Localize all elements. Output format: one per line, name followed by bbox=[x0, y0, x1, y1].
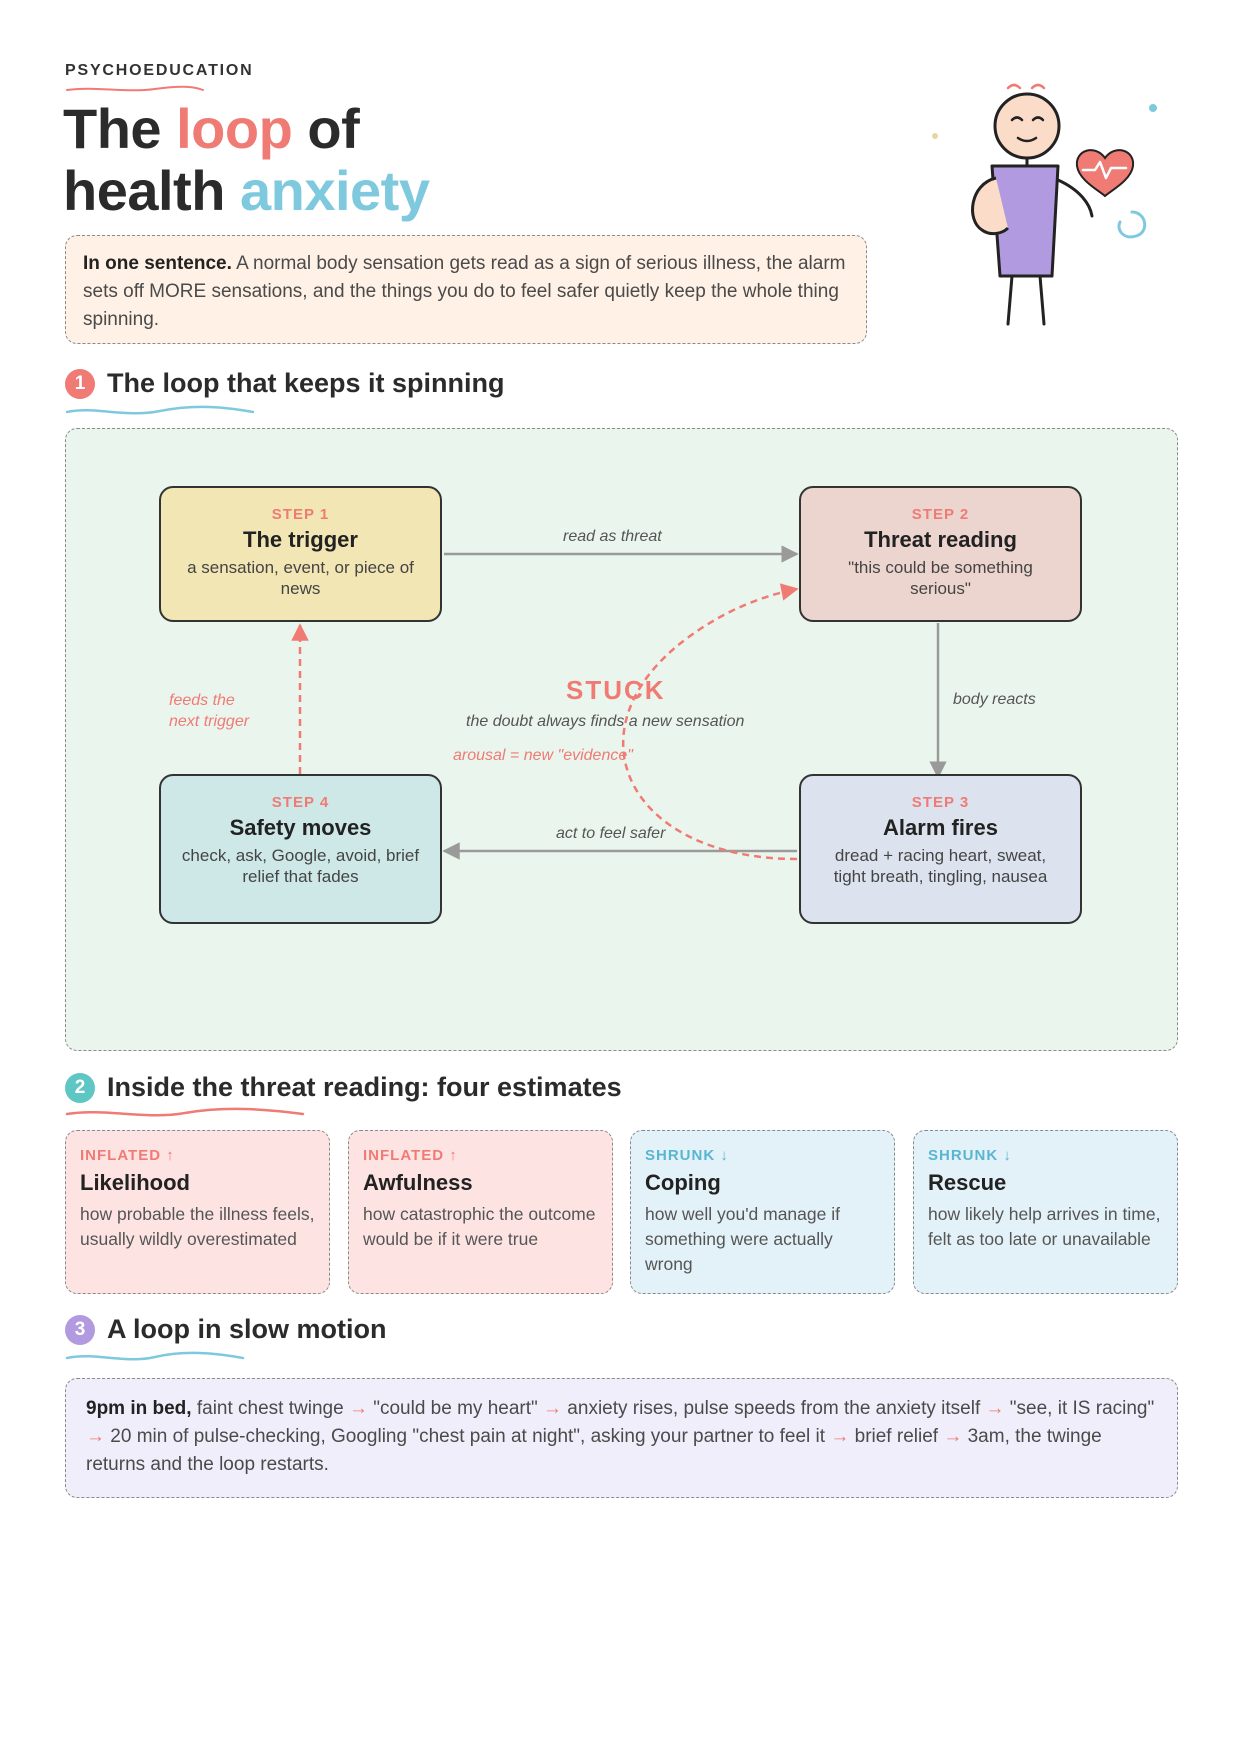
kicker-underline bbox=[65, 84, 205, 94]
kicker: PSYCHOEDUCATION bbox=[65, 62, 254, 79]
stuck-label: STUCK bbox=[566, 675, 666, 705]
step-3-desc: dread + racing heart, sweat, tight breath, tingling, nausea bbox=[833, 846, 1048, 886]
title-accent-loop: loop bbox=[176, 97, 293, 160]
step-4-label: STEP 4 bbox=[271, 794, 330, 811]
section-3-number: 3 bbox=[65, 1315, 95, 1345]
section-1-underline bbox=[65, 404, 255, 418]
arrow-glyph: → bbox=[348, 1398, 368, 1419]
section-1-heading bbox=[65, 368, 505, 399]
estimate-card-likelihood bbox=[65, 1130, 330, 1294]
label-feeds-next-trigger: feeds the next trigger bbox=[169, 692, 250, 730]
estimate-card-awfulness bbox=[348, 1130, 613, 1294]
estimate-title: Likelihood bbox=[80, 1170, 190, 1195]
stuck-subtitle: the doubt always finds a new sensation bbox=[466, 713, 745, 730]
section-1-title: The loop that keeps it spinning bbox=[107, 368, 505, 398]
summary-box bbox=[65, 235, 867, 344]
estimate-tag: SHRUNK ↓ bbox=[928, 1147, 1012, 1164]
section-2-underline bbox=[65, 1106, 305, 1120]
summary-lead: In one sentence. bbox=[83, 253, 232, 274]
section-3-heading bbox=[65, 1314, 386, 1345]
step-4-title: Safety moves bbox=[229, 815, 372, 840]
estimate-tag: INFLATED ↑ bbox=[80, 1147, 175, 1164]
step-2-title: Threat reading bbox=[864, 527, 1017, 552]
step-1-desc: a sensation, event, or piece of news bbox=[187, 558, 414, 598]
section-2-number: 2 bbox=[65, 1073, 95, 1103]
arrow-glyph: → bbox=[86, 1426, 105, 1447]
label-read-as-threat: read as threat bbox=[563, 528, 662, 545]
summary-text: A normal body sensation gets read as a sign of serious illness, the alarm sets off MORE sensations, and the things you do to feel safer quietly keep the whole thing spinning. bbox=[83, 253, 846, 330]
estimate-desc: how likely help arrives in time, felt as too late or unavailable bbox=[928, 1204, 1161, 1249]
section-2-title: Inside the threat reading: four estimates bbox=[107, 1072, 622, 1102]
estimate-card-rescue bbox=[913, 1130, 1178, 1294]
section-2-heading bbox=[65, 1072, 622, 1103]
page-title: The loop of health anxiety bbox=[63, 97, 430, 222]
step-2-box bbox=[799, 486, 1082, 622]
step-2-label: STEP 2 bbox=[911, 506, 970, 523]
label-act-to-feel-safer: act to feel safer bbox=[556, 825, 666, 842]
estimate-desc: how catastrophic the outcome would be if it were true bbox=[363, 1204, 596, 1249]
step-1-box bbox=[159, 486, 442, 622]
estimate-desc: how well you'd manage if something were actually wrong bbox=[645, 1204, 840, 1274]
estimate-title: Coping bbox=[645, 1170, 721, 1195]
slow-motion-box: 9pm in bed, faint chest twinge → "could be my heart" → anxiety rises, pulse speeds from the anxiety itself → "see, it IS racing" → 20 min of pulse-checking, Googling "chest pain at night", asking your partner to feel it → brief relief → 3am, the twinge returns and the loop restarts. bbox=[65, 1378, 1178, 1498]
arrow-glyph: → bbox=[985, 1398, 1005, 1419]
step-3-label: STEP 3 bbox=[911, 794, 970, 811]
title-accent-anxiety: anxiety bbox=[239, 159, 430, 222]
section-3-title: A loop in slow motion bbox=[107, 1314, 387, 1344]
estimate-card-coping bbox=[630, 1130, 895, 1294]
step-1-title: The trigger bbox=[243, 527, 358, 552]
estimate-tag: SHRUNK ↓ bbox=[645, 1147, 729, 1164]
estimate-desc: how probable the illness feels, usually wildly overestimated bbox=[80, 1204, 315, 1249]
slow-motion-lead: 9pm in bed, bbox=[86, 1398, 192, 1419]
step-3-box bbox=[799, 774, 1082, 924]
arrow-glyph: → bbox=[943, 1426, 963, 1447]
step-2-desc: "this could be something serious" bbox=[848, 558, 1033, 598]
step-3-title: Alarm fires bbox=[883, 815, 998, 840]
estimate-title: Rescue bbox=[928, 1170, 1007, 1195]
estimate-tag: INFLATED ↑ bbox=[363, 1147, 458, 1164]
step-4-box bbox=[159, 774, 442, 924]
section-3-underline bbox=[65, 1350, 245, 1364]
estimate-title: Awfulness bbox=[363, 1170, 473, 1195]
anxious-person-illustration bbox=[920, 80, 1180, 340]
step-4-desc: check, ask, Google, avoid, brief relief that fades bbox=[181, 846, 420, 886]
loop-diagram-panel bbox=[65, 428, 1178, 1051]
step-1-label: STEP 1 bbox=[271, 506, 330, 523]
section-1-number: 1 bbox=[65, 369, 95, 399]
arrow-glyph: → bbox=[543, 1398, 563, 1419]
label-body-reacts: body reacts bbox=[953, 691, 1036, 708]
label-arousal-evidence: arousal = new "evidence" bbox=[453, 747, 633, 764]
arrow-glyph: → bbox=[830, 1426, 850, 1447]
